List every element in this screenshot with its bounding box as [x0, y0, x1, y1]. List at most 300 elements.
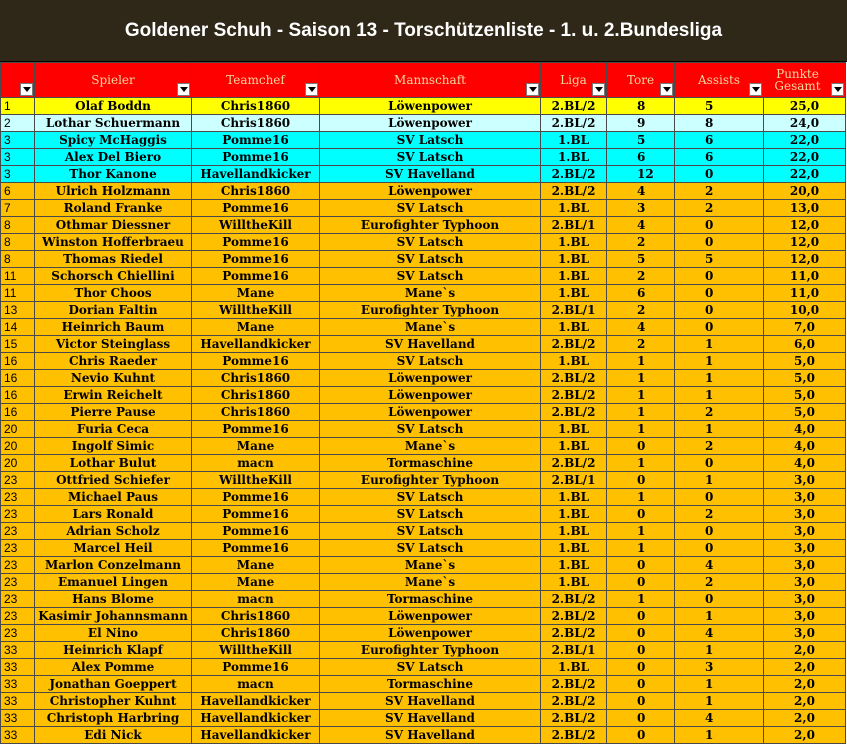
- points-cell[interactable]: 4,0: [764, 421, 846, 438]
- points-cell[interactable]: 2,0: [764, 727, 846, 744]
- assists-cell[interactable]: 0: [675, 166, 764, 183]
- goals-cell[interactable]: 1: [607, 370, 675, 387]
- points-cell[interactable]: 11,0: [764, 285, 846, 302]
- rank-cell[interactable]: 20: [1, 421, 35, 438]
- team-cell[interactable]: Mane`s: [320, 557, 541, 574]
- league-cell[interactable]: 1.BL: [541, 268, 607, 285]
- player-cell[interactable]: Schorsch Chiellini: [35, 268, 192, 285]
- team-cell[interactable]: Löwenpower: [320, 98, 541, 115]
- rank-cell[interactable]: 23: [1, 506, 35, 523]
- points-cell[interactable]: 5,0: [764, 404, 846, 421]
- player-cell[interactable]: Winston Hofferbraeu: [35, 234, 192, 251]
- player-cell[interactable]: Thor Choos: [35, 285, 192, 302]
- goals-cell[interactable]: 0: [607, 438, 675, 455]
- league-cell[interactable]: 2.BL/2: [541, 98, 607, 115]
- rank-cell[interactable]: 8: [1, 251, 35, 268]
- league-cell[interactable]: 2.BL/2: [541, 710, 607, 727]
- points-cell[interactable]: 5,0: [764, 370, 846, 387]
- assists-cell[interactable]: 1: [675, 353, 764, 370]
- team-cell[interactable]: Eurofighter Typhoon: [320, 472, 541, 489]
- player-cell[interactable]: Alex Pomme: [35, 659, 192, 676]
- team-cell[interactable]: Löwenpower: [320, 387, 541, 404]
- points-cell[interactable]: 7,0: [764, 319, 846, 336]
- player-cell[interactable]: Kasimir Johannsmann: [35, 608, 192, 625]
- team-cell[interactable]: Löwenpower: [320, 625, 541, 642]
- rank-cell[interactable]: 8: [1, 234, 35, 251]
- assists-cell[interactable]: 5: [675, 251, 764, 268]
- league-cell[interactable]: 2.BL/2: [541, 115, 607, 132]
- goals-cell[interactable]: 0: [607, 710, 675, 727]
- filter-dropdown-icon[interactable]: [526, 83, 539, 96]
- teamchef-cell[interactable]: macn: [192, 455, 320, 472]
- goals-cell[interactable]: 1: [607, 540, 675, 557]
- assists-cell[interactable]: 0: [675, 302, 764, 319]
- points-cell[interactable]: 2,0: [764, 693, 846, 710]
- league-cell[interactable]: 1.BL: [541, 557, 607, 574]
- teamchef-cell[interactable]: Chris1860: [192, 370, 320, 387]
- teamchef-cell[interactable]: Pomme16: [192, 540, 320, 557]
- league-cell[interactable]: 2.BL/2: [541, 387, 607, 404]
- goals-cell[interactable]: 4: [607, 217, 675, 234]
- rank-cell[interactable]: 14: [1, 319, 35, 336]
- teamchef-cell[interactable]: Chris1860: [192, 115, 320, 132]
- assists-cell[interactable]: 0: [675, 234, 764, 251]
- goals-cell[interactable]: 2: [607, 234, 675, 251]
- teamchef-cell[interactable]: Pomme16: [192, 489, 320, 506]
- team-cell[interactable]: Mane`s: [320, 319, 541, 336]
- league-cell[interactable]: 1.BL: [541, 489, 607, 506]
- points-cell[interactable]: 3,0: [764, 557, 846, 574]
- rank-cell[interactable]: 16: [1, 404, 35, 421]
- rank-cell[interactable]: 3: [1, 166, 35, 183]
- teamchef-cell[interactable]: WilltheKill: [192, 217, 320, 234]
- player-cell[interactable]: Olaf Boddn: [35, 98, 192, 115]
- team-cell[interactable]: SV Latsch: [320, 421, 541, 438]
- player-cell[interactable]: Jonathan Goeppert: [35, 676, 192, 693]
- teamchef-cell[interactable]: Pomme16: [192, 132, 320, 149]
- team-cell[interactable]: SV Havelland: [320, 727, 541, 744]
- rank-cell[interactable]: 1: [1, 98, 35, 115]
- rank-cell[interactable]: 33: [1, 710, 35, 727]
- goals-cell[interactable]: 0: [607, 625, 675, 642]
- player-cell[interactable]: Emanuel Lingen: [35, 574, 192, 591]
- team-cell[interactable]: Mane`s: [320, 574, 541, 591]
- rank-cell[interactable]: 23: [1, 591, 35, 608]
- player-cell[interactable]: Thomas Riedel: [35, 251, 192, 268]
- rank-cell[interactable]: 33: [1, 659, 35, 676]
- teamchef-cell[interactable]: WilltheKill: [192, 472, 320, 489]
- filter-dropdown-icon[interactable]: [831, 83, 844, 96]
- rank-cell[interactable]: 20: [1, 455, 35, 472]
- assists-cell[interactable]: 3: [675, 659, 764, 676]
- points-cell[interactable]: 24,0: [764, 115, 846, 132]
- team-cell[interactable]: SV Latsch: [320, 251, 541, 268]
- goals-cell[interactable]: 6: [607, 149, 675, 166]
- team-cell[interactable]: SV Latsch: [320, 200, 541, 217]
- filter-dropdown-icon[interactable]: [749, 83, 762, 96]
- teamchef-cell[interactable]: Chris1860: [192, 387, 320, 404]
- team-cell[interactable]: Mane`s: [320, 438, 541, 455]
- goals-cell[interactable]: 1: [607, 591, 675, 608]
- goals-cell[interactable]: 0: [607, 727, 675, 744]
- league-cell[interactable]: 2.BL/2: [541, 404, 607, 421]
- league-cell[interactable]: 1.BL: [541, 506, 607, 523]
- teamchef-cell[interactable]: Pomme16: [192, 251, 320, 268]
- assists-cell[interactable]: 2: [675, 183, 764, 200]
- points-cell[interactable]: 6,0: [764, 336, 846, 353]
- assists-cell[interactable]: 0: [675, 285, 764, 302]
- league-cell[interactable]: 2.BL/2: [541, 370, 607, 387]
- rank-cell[interactable]: 3: [1, 132, 35, 149]
- player-cell[interactable]: Ulrich Holzmann: [35, 183, 192, 200]
- league-cell[interactable]: 2.BL/2: [541, 336, 607, 353]
- rank-cell[interactable]: 6: [1, 183, 35, 200]
- rank-cell[interactable]: 16: [1, 370, 35, 387]
- player-cell[interactable]: El Nino: [35, 625, 192, 642]
- points-cell[interactable]: 3,0: [764, 625, 846, 642]
- player-cell[interactable]: Pierre Pause: [35, 404, 192, 421]
- team-cell[interactable]: SV Latsch: [320, 540, 541, 557]
- points-cell[interactable]: 12,0: [764, 251, 846, 268]
- goals-cell[interactable]: 2: [607, 336, 675, 353]
- goals-cell[interactable]: 1: [607, 489, 675, 506]
- teamchef-cell[interactable]: Chris1860: [192, 404, 320, 421]
- goals-cell[interactable]: 4: [607, 319, 675, 336]
- league-cell[interactable]: 1.BL: [541, 353, 607, 370]
- player-cell[interactable]: Edi Nick: [35, 727, 192, 744]
- team-cell[interactable]: SV Latsch: [320, 353, 541, 370]
- teamchef-cell[interactable]: Chris1860: [192, 183, 320, 200]
- league-cell[interactable]: 1.BL: [541, 438, 607, 455]
- player-cell[interactable]: Hans Blome: [35, 591, 192, 608]
- player-cell[interactable]: Victor Steinglass: [35, 336, 192, 353]
- points-cell[interactable]: 11,0: [764, 268, 846, 285]
- team-cell[interactable]: Löwenpower: [320, 115, 541, 132]
- teamchef-cell[interactable]: Pomme16: [192, 421, 320, 438]
- teamchef-cell[interactable]: Pomme16: [192, 234, 320, 251]
- goals-cell[interactable]: 3: [607, 200, 675, 217]
- player-cell[interactable]: Heinrich Baum: [35, 319, 192, 336]
- points-cell[interactable]: 5,0: [764, 353, 846, 370]
- league-cell[interactable]: 1.BL: [541, 251, 607, 268]
- rank-cell[interactable]: 11: [1, 268, 35, 285]
- points-cell[interactable]: 2,0: [764, 642, 846, 659]
- rank-cell[interactable]: 33: [1, 642, 35, 659]
- rank-cell[interactable]: 13: [1, 302, 35, 319]
- teamchef-cell[interactable]: WilltheKill: [192, 302, 320, 319]
- team-cell[interactable]: SV Latsch: [320, 659, 541, 676]
- teamchef-cell[interactable]: Pomme16: [192, 506, 320, 523]
- team-cell[interactable]: Löwenpower: [320, 404, 541, 421]
- assists-cell[interactable]: 0: [675, 319, 764, 336]
- teamchef-cell[interactable]: WilltheKill: [192, 642, 320, 659]
- rank-cell[interactable]: 23: [1, 523, 35, 540]
- assists-cell[interactable]: 1: [675, 370, 764, 387]
- goals-cell[interactable]: 1: [607, 421, 675, 438]
- team-cell[interactable]: Eurofighter Typhoon: [320, 642, 541, 659]
- league-cell[interactable]: 1.BL: [541, 200, 607, 217]
- player-cell[interactable]: Lothar Schuermann: [35, 115, 192, 132]
- goals-cell[interactable]: 0: [607, 506, 675, 523]
- league-cell[interactable]: 1.BL: [541, 659, 607, 676]
- teamchef-cell[interactable]: Chris1860: [192, 608, 320, 625]
- player-cell[interactable]: Spicy McHaggis: [35, 132, 192, 149]
- filter-dropdown-icon[interactable]: [20, 83, 33, 96]
- league-cell[interactable]: 2.BL/1: [541, 302, 607, 319]
- points-cell[interactable]: 2,0: [764, 676, 846, 693]
- assists-cell[interactable]: 6: [675, 149, 764, 166]
- league-cell[interactable]: 1.BL: [541, 234, 607, 251]
- league-cell[interactable]: 1.BL: [541, 421, 607, 438]
- teamchef-cell[interactable]: Pomme16: [192, 268, 320, 285]
- rank-cell[interactable]: 33: [1, 727, 35, 744]
- assists-cell[interactable]: 1: [675, 421, 764, 438]
- goals-cell[interactable]: 8: [607, 98, 675, 115]
- league-cell[interactable]: 2.BL/1: [541, 217, 607, 234]
- league-cell[interactable]: 1.BL: [541, 574, 607, 591]
- teamchef-cell[interactable]: Pomme16: [192, 200, 320, 217]
- goals-cell[interactable]: 0: [607, 676, 675, 693]
- goals-cell[interactable]: 0: [607, 659, 675, 676]
- player-cell[interactable]: Alex Del Biero: [35, 149, 192, 166]
- team-cell[interactable]: Tormaschine: [320, 591, 541, 608]
- rank-cell[interactable]: 16: [1, 353, 35, 370]
- assists-cell[interactable]: 1: [675, 727, 764, 744]
- team-cell[interactable]: SV Havelland: [320, 166, 541, 183]
- points-cell[interactable]: 4,0: [764, 455, 846, 472]
- assists-cell[interactable]: 8: [675, 115, 764, 132]
- points-cell[interactable]: 13,0: [764, 200, 846, 217]
- goals-cell[interactable]: 0: [607, 574, 675, 591]
- league-cell[interactable]: 2.BL/2: [541, 455, 607, 472]
- points-cell[interactable]: 3,0: [764, 591, 846, 608]
- teamchef-cell[interactable]: Pomme16: [192, 149, 320, 166]
- rank-cell[interactable]: 33: [1, 676, 35, 693]
- points-cell[interactable]: 5,0: [764, 387, 846, 404]
- teamchef-cell[interactable]: Havellandkicker: [192, 166, 320, 183]
- league-cell[interactable]: 2.BL/2: [541, 727, 607, 744]
- team-cell[interactable]: SV Latsch: [320, 523, 541, 540]
- assists-cell[interactable]: 1: [675, 472, 764, 489]
- league-cell[interactable]: 2.BL/2: [541, 166, 607, 183]
- teamchef-cell[interactable]: macn: [192, 676, 320, 693]
- team-cell[interactable]: Mane`s: [320, 285, 541, 302]
- assists-cell[interactable]: 1: [675, 693, 764, 710]
- assists-cell[interactable]: 2: [675, 574, 764, 591]
- points-cell[interactable]: 4,0: [764, 438, 846, 455]
- rank-cell[interactable]: 2: [1, 115, 35, 132]
- rank-cell[interactable]: 8: [1, 217, 35, 234]
- filter-dropdown-icon[interactable]: [660, 83, 673, 96]
- points-cell[interactable]: 3,0: [764, 489, 846, 506]
- goals-cell[interactable]: 0: [607, 608, 675, 625]
- assists-cell[interactable]: 4: [675, 557, 764, 574]
- assists-cell[interactable]: 0: [675, 540, 764, 557]
- points-cell[interactable]: 3,0: [764, 540, 846, 557]
- team-cell[interactable]: SV Latsch: [320, 149, 541, 166]
- team-cell[interactable]: SV Havelland: [320, 336, 541, 353]
- team-cell[interactable]: Löwenpower: [320, 183, 541, 200]
- teamchef-cell[interactable]: Havellandkicker: [192, 693, 320, 710]
- player-cell[interactable]: Dorian Faltin: [35, 302, 192, 319]
- player-cell[interactable]: Christoph Harbring: [35, 710, 192, 727]
- teamchef-cell[interactable]: macn: [192, 591, 320, 608]
- teamchef-cell[interactable]: Havellandkicker: [192, 727, 320, 744]
- player-cell[interactable]: Adrian Scholz: [35, 523, 192, 540]
- league-cell[interactable]: 2.BL/2: [541, 676, 607, 693]
- points-cell[interactable]: 22,0: [764, 166, 846, 183]
- points-cell[interactable]: 3,0: [764, 506, 846, 523]
- player-cell[interactable]: Othmar Diessner: [35, 217, 192, 234]
- points-cell[interactable]: 22,0: [764, 149, 846, 166]
- player-cell[interactable]: Nevio Kuhnt: [35, 370, 192, 387]
- points-cell[interactable]: 12,0: [764, 234, 846, 251]
- league-cell[interactable]: 1.BL: [541, 540, 607, 557]
- teamchef-cell[interactable]: Chris1860: [192, 625, 320, 642]
- rank-cell[interactable]: 23: [1, 574, 35, 591]
- rank-cell[interactable]: 3: [1, 149, 35, 166]
- points-cell[interactable]: 25,0: [764, 98, 846, 115]
- team-cell[interactable]: SV Latsch: [320, 268, 541, 285]
- rank-cell[interactable]: 7: [1, 200, 35, 217]
- assists-cell[interactable]: 4: [675, 625, 764, 642]
- rank-cell[interactable]: 23: [1, 489, 35, 506]
- goals-cell[interactable]: 6: [607, 285, 675, 302]
- team-cell[interactable]: SV Latsch: [320, 506, 541, 523]
- rank-cell[interactable]: 33: [1, 693, 35, 710]
- player-cell[interactable]: Heinrich Klapf: [35, 642, 192, 659]
- league-cell[interactable]: 2.BL/2: [541, 591, 607, 608]
- league-cell[interactable]: 2.BL/1: [541, 472, 607, 489]
- team-cell[interactable]: SV Latsch: [320, 234, 541, 251]
- goals-cell[interactable]: 0: [607, 642, 675, 659]
- player-cell[interactable]: Chris Raeder: [35, 353, 192, 370]
- league-cell[interactable]: 1.BL: [541, 523, 607, 540]
- player-cell[interactable]: Marlon Conzelmann: [35, 557, 192, 574]
- league-cell[interactable]: 2.BL/2: [541, 608, 607, 625]
- player-cell[interactable]: Erwin Reichelt: [35, 387, 192, 404]
- teamchef-cell[interactable]: Pomme16: [192, 659, 320, 676]
- player-cell[interactable]: Lars Ronald: [35, 506, 192, 523]
- league-cell[interactable]: 1.BL: [541, 132, 607, 149]
- assists-cell[interactable]: 1: [675, 676, 764, 693]
- goals-cell[interactable]: 2: [607, 268, 675, 285]
- team-cell[interactable]: Löwenpower: [320, 608, 541, 625]
- teamchef-cell[interactable]: Mane: [192, 557, 320, 574]
- assists-cell[interactable]: 1: [675, 608, 764, 625]
- league-cell[interactable]: 1.BL: [541, 149, 607, 166]
- goals-cell[interactable]: 5: [607, 132, 675, 149]
- assists-cell[interactable]: 1: [675, 336, 764, 353]
- teamchef-cell[interactable]: Pomme16: [192, 523, 320, 540]
- league-cell[interactable]: 2.BL/2: [541, 693, 607, 710]
- league-cell[interactable]: 1.BL: [541, 319, 607, 336]
- assists-cell[interactable]: 0: [675, 523, 764, 540]
- rank-cell[interactable]: 23: [1, 472, 35, 489]
- points-cell[interactable]: 3,0: [764, 608, 846, 625]
- assists-cell[interactable]: 5: [675, 98, 764, 115]
- goals-cell[interactable]: 0: [607, 472, 675, 489]
- teamchef-cell[interactable]: Havellandkicker: [192, 710, 320, 727]
- rank-cell[interactable]: 15: [1, 336, 35, 353]
- team-cell[interactable]: SV Havelland: [320, 710, 541, 727]
- goals-cell[interactable]: 4: [607, 183, 675, 200]
- goals-cell[interactable]: 1: [607, 404, 675, 421]
- rank-cell[interactable]: 11: [1, 285, 35, 302]
- league-cell[interactable]: 2.BL/2: [541, 183, 607, 200]
- goals-cell[interactable]: 1: [607, 387, 675, 404]
- player-cell[interactable]: Marcel Heil: [35, 540, 192, 557]
- assists-cell[interactable]: 0: [675, 217, 764, 234]
- team-cell[interactable]: Eurofighter Typhoon: [320, 302, 541, 319]
- assists-cell[interactable]: 2: [675, 404, 764, 421]
- teamchef-cell[interactable]: Pomme16: [192, 353, 320, 370]
- points-cell[interactable]: 22,0: [764, 132, 846, 149]
- player-cell[interactable]: Thor Kanone: [35, 166, 192, 183]
- teamchef-cell[interactable]: Mane: [192, 438, 320, 455]
- rank-cell[interactable]: 23: [1, 625, 35, 642]
- assists-cell[interactable]: 0: [675, 489, 764, 506]
- assists-cell[interactable]: 0: [675, 268, 764, 285]
- points-cell[interactable]: 3,0: [764, 574, 846, 591]
- teamchef-cell[interactable]: Mane: [192, 319, 320, 336]
- player-cell[interactable]: Michael Paus: [35, 489, 192, 506]
- goals-cell[interactable]: 1: [607, 523, 675, 540]
- goals-cell[interactable]: 5: [607, 251, 675, 268]
- player-cell[interactable]: Furia Ceca: [35, 421, 192, 438]
- goals-cell[interactable]: 9: [607, 115, 675, 132]
- player-cell[interactable]: Roland Franke: [35, 200, 192, 217]
- assists-cell[interactable]: 2: [675, 200, 764, 217]
- rank-cell[interactable]: 23: [1, 557, 35, 574]
- assists-cell[interactable]: 0: [675, 455, 764, 472]
- filter-dropdown-icon[interactable]: [592, 83, 605, 96]
- assists-cell[interactable]: 2: [675, 438, 764, 455]
- points-cell[interactable]: 20,0: [764, 183, 846, 200]
- league-cell[interactable]: 2.BL/2: [541, 625, 607, 642]
- filter-dropdown-icon[interactable]: [305, 83, 318, 96]
- teamchef-cell[interactable]: Havellandkicker: [192, 336, 320, 353]
- player-cell[interactable]: Ingolf Simic: [35, 438, 192, 455]
- player-cell[interactable]: Lothar Bulut: [35, 455, 192, 472]
- goals-cell[interactable]: 0: [607, 557, 675, 574]
- goals-cell[interactable]: 1: [607, 455, 675, 472]
- team-cell[interactable]: Löwenpower: [320, 370, 541, 387]
- team-cell[interactable]: SV Havelland: [320, 693, 541, 710]
- teamchef-cell[interactable]: Chris1860: [192, 98, 320, 115]
- rank-cell[interactable]: 23: [1, 608, 35, 625]
- team-cell[interactable]: Tormaschine: [320, 455, 541, 472]
- points-cell[interactable]: 10,0: [764, 302, 846, 319]
- goals-cell[interactable]: 0: [607, 693, 675, 710]
- player-cell[interactable]: Christopher Kuhnt: [35, 693, 192, 710]
- teamchef-cell[interactable]: Mane: [192, 285, 320, 302]
- team-cell[interactable]: SV Latsch: [320, 489, 541, 506]
- assists-cell[interactable]: 0: [675, 591, 764, 608]
- goals-cell[interactable]: 1: [607, 353, 675, 370]
- assists-cell[interactable]: 2: [675, 506, 764, 523]
- league-cell[interactable]: 1.BL: [541, 285, 607, 302]
- goals-cell[interactable]: 12: [607, 166, 675, 183]
- rank-cell[interactable]: 23: [1, 540, 35, 557]
- team-cell[interactable]: SV Latsch: [320, 132, 541, 149]
- assists-cell[interactable]: 4: [675, 710, 764, 727]
- filter-dropdown-icon[interactable]: [177, 83, 190, 96]
- assists-cell[interactable]: 6: [675, 132, 764, 149]
- team-cell[interactable]: Tormaschine: [320, 676, 541, 693]
- points-cell[interactable]: 2,0: [764, 710, 846, 727]
- player-cell[interactable]: Ottfried Schiefer: [35, 472, 192, 489]
